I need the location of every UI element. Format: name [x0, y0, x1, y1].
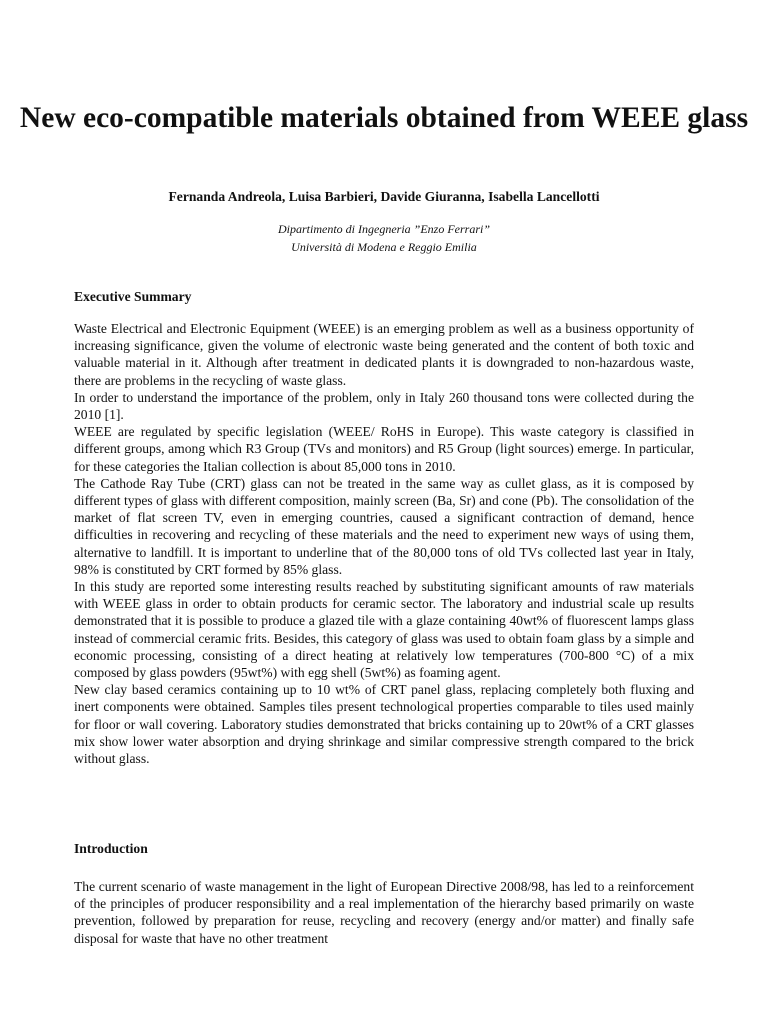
executive-summary-body	[74, 320, 694, 767]
paragraph: In this study are reported some interesting results reached by substituting significant amounts of raw materials with WEEE glass in order to obtain products for ceramic sector. The laboratory and industrial scale up results demonstrated that it is possible to produce a glazed tile with a glaze containing 40wt% of fluorescent lamps glass instead of commercial ceramic frits. Besides, this category of glass was used to obtain foam glass by a simple and economic processing, consisting of a direct heating at relatively low temperatures (700-800 °C) of a mix composed by glass powders (95wt%) with egg shell (5wt%) as foaming agent.	[74, 579, 694, 681]
paragraph: Waste Electrical and Electronic Equipment (WEEE) is an emerging problem as well as a business opportunity of increasing significance, given the volume of electronic waste being generated and the content of both toxic and valuable material in it. Although after treatment in dedicated plants it is downgraded to non-hazardous waste, there are problems in the recycling of waste glass.	[74, 321, 694, 388]
introduction-body	[74, 878, 694, 947]
affiliation-department: Dipartimento di Ingegneria ”Enzo Ferrari”	[278, 222, 490, 236]
affiliation	[0, 220, 768, 256]
paragraph: The current scenario of waste management in the light of European Directive 2008/98, has led to a reinforcement of the principles of producer responsibility and a real implementation of the hierarchy based primarily on waste prevention, followed by preparation for reuse, recycling and recovery (energy and/or matter) and finally safe disposal for waste that have no other treatment	[74, 879, 694, 946]
paragraph: In order to understand the importance of the problem, only in Italy 260 thousand tons were collected during the 2010 [1].	[74, 389, 694, 423]
section-heading-executive-summary: Executive Summary	[74, 289, 192, 304]
paragraph: New clay based ceramics containing up to 10 wt% of CRT panel glass, replacing completely both fluxing and inert components were obtained. Samples tiles present technological properties comparable to tiles used mainly for floor or wall covering. Laboratory studies demonstrated that bricks containing up to 20wt% of a CRT glasses mix show lower water absorption and drying shrinkage and similar compressive strength compared to the brick without glass.	[74, 682, 694, 767]
paper-title: New eco-compatible materials obtained from WEEE glass	[19, 102, 749, 134]
paragraph: WEEE are regulated by specific legislation (WEEE/ RoHS in Europe). This waste category is classified in different groups, among which R3 Group (TVs and monitors) and R5 Group (light sources) emerge. In particular, for these categories the Italian collection is about 85,000 tons in 2010.	[74, 424, 694, 474]
affiliation-university: Università di Modena e Reggio Emilia	[291, 240, 477, 254]
section-heading-introduction: Introduction	[74, 841, 148, 856]
paragraph: The Cathode Ray Tube (CRT) glass can not be treated in the same way as cullet glass, as it is composed by different types of glass with different composition, mainly screen (Ba, Sr) and cone (Pb). The consolidation of the market of flat screen TV, even in emerging countries, caused a significant contraction of demand, hence difficulties in recovering and recycling of these materials and the need to experiment new ways of using them, alternative to landfill. It is important to underline that of the 80,000 tons of old TVs collected last year in Italy, 98% is constituted by CRT formed by 85% glass.	[74, 475, 694, 577]
author-list: Fernanda Andreola, Luisa Barbieri, Davide Giuranna, Isabella Lancellotti	[168, 189, 600, 204]
